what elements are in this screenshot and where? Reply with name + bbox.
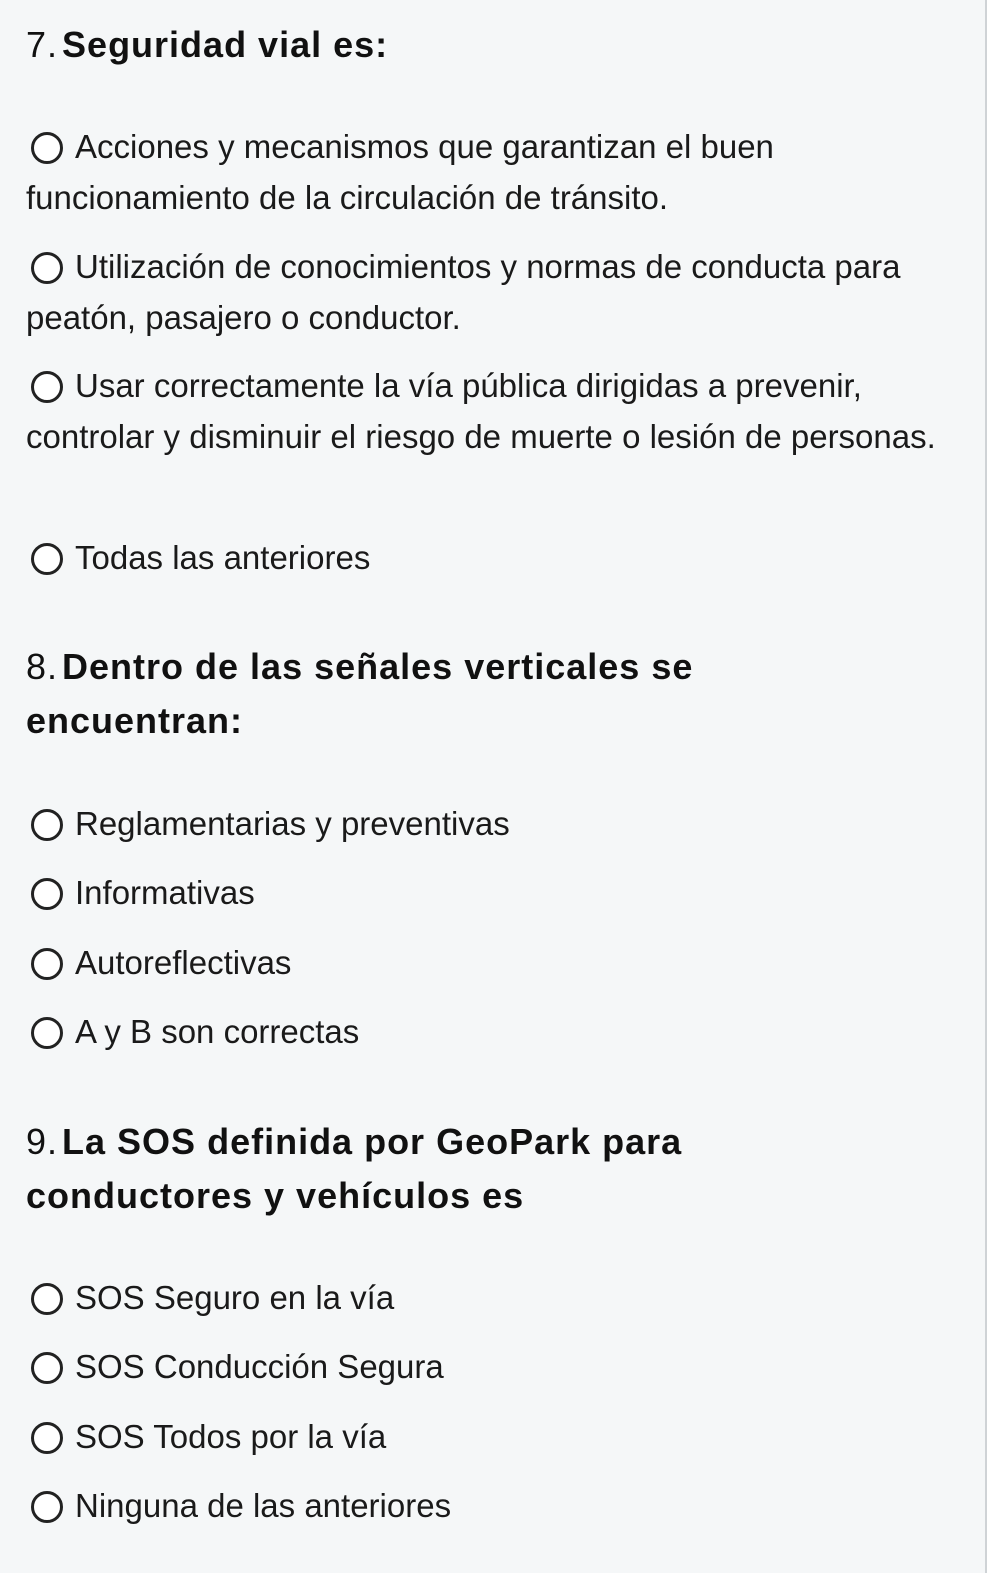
question-title — [26, 18, 946, 72]
option-label: SOS Conducción Segura — [75, 1348, 444, 1385]
option-7c[interactable] — [26, 360, 966, 462]
question-number: 8. — [26, 646, 59, 687]
radio-unchecked-icon[interactable] — [31, 252, 63, 284]
radio-unchecked-icon[interactable] — [31, 1491, 63, 1523]
option-label: A y B son correctas — [75, 1013, 360, 1050]
radio-unchecked-icon[interactable] — [31, 878, 63, 910]
question-number: 7. — [26, 24, 59, 65]
question-text: Seguridad vial es: — [62, 24, 389, 65]
option-7b[interactable] — [26, 241, 966, 343]
question-title — [26, 1115, 826, 1223]
option-9a[interactable] — [26, 1272, 966, 1323]
option-9c[interactable] — [26, 1411, 966, 1462]
radio-unchecked-icon[interactable] — [31, 1352, 63, 1384]
option-label: Informativas — [75, 874, 255, 911]
option-8a[interactable] — [26, 798, 966, 849]
option-label: Acciones y mecanismos que garantizan el buen funcionamiento de la circulación de tránsito. — [26, 128, 774, 216]
option-7d[interactable] — [26, 532, 966, 583]
option-label: Autoreflectivas — [75, 944, 292, 981]
option-label: SOS Seguro en la vía — [75, 1279, 395, 1316]
radio-unchecked-icon[interactable] — [31, 543, 63, 575]
option-7a[interactable] — [26, 121, 966, 223]
question-8 — [26, 640, 826, 748]
option-9d[interactable] — [26, 1480, 966, 1531]
option-label: Todas las anteriores — [75, 539, 371, 576]
option-8d[interactable] — [26, 1006, 966, 1057]
question-title — [26, 640, 826, 748]
option-label: Utilización de conocimientos y normas de conducta para peatón, pasajero o conductor. — [26, 248, 901, 336]
option-label: SOS Todos por la vía — [75, 1418, 387, 1455]
question-text: Dentro de las señales verticales se encuentran: — [26, 646, 694, 741]
radio-unchecked-icon[interactable] — [31, 809, 63, 841]
question-number: 9. — [26, 1121, 59, 1162]
question-text: La SOS definida por GeoPark para conductores y vehículos es — [26, 1121, 683, 1216]
radio-unchecked-icon[interactable] — [31, 948, 63, 980]
radio-unchecked-icon[interactable] — [31, 132, 63, 164]
radio-unchecked-icon[interactable] — [31, 371, 63, 403]
option-9b[interactable] — [26, 1341, 966, 1392]
radio-unchecked-icon[interactable] — [31, 1017, 63, 1049]
radio-unchecked-icon[interactable] — [31, 1283, 63, 1315]
option-label: Ninguna de las anteriores — [75, 1487, 452, 1524]
option-8b[interactable] — [26, 867, 966, 918]
radio-unchecked-icon[interactable] — [31, 1422, 63, 1454]
option-label: Reglamentarias y preventivas — [75, 805, 510, 842]
question-9 — [26, 1115, 826, 1223]
option-8c[interactable] — [26, 937, 966, 988]
option-label: Usar correctamente la vía pública dirigidas a prevenir, controlar y disminuir el riesgo de muerte o lesión de personas. — [26, 367, 936, 455]
question-7 — [26, 18, 946, 72]
